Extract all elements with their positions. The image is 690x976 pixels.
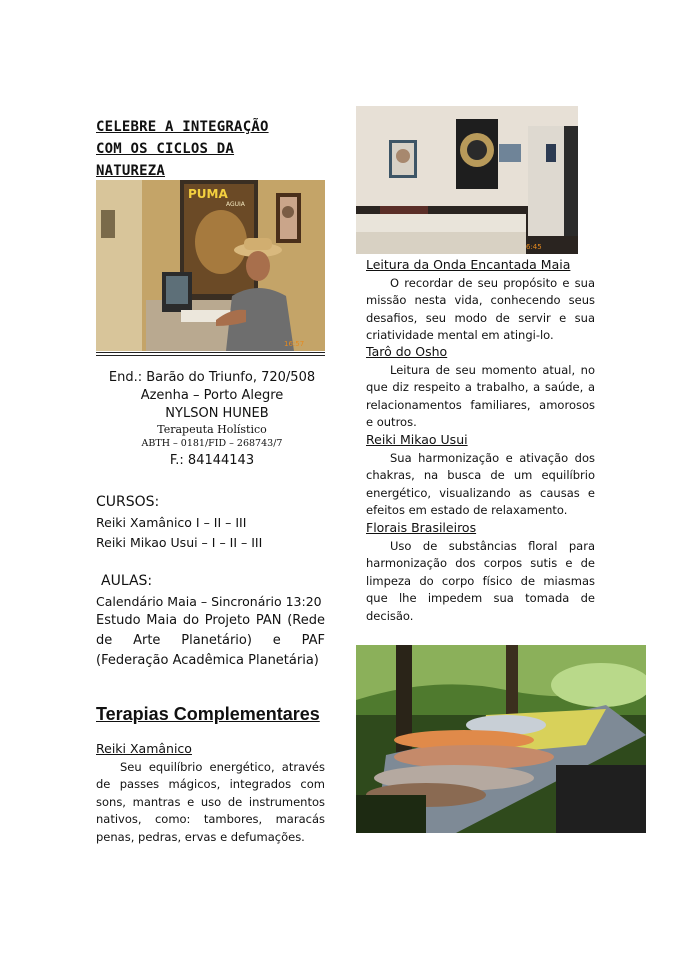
poster-text: PUMA [188,187,228,201]
address-line: End.: Barão do Triunfo, 720/508 [108,370,316,385]
therapy-text: Sua harmonização e ativação dos chakras, na busca de um equilíbrio energético, visualizando as causas e efeitos em estado de relaxamento. [366,451,595,518]
therapy-text: Seu equilíbrio energético, através de passes mágicos, integrados com sons, mantras e uso de instrumentos nativos, como: tambores, maracás penas, pedras, ervas e defumações. [96,760,325,844]
poster-subtext: AGUIA [226,201,245,208]
list-item: Reiki Xamânico I – II – III [96,515,247,530]
therapy-text: Leitura de seu momento atual, no que diz respeito a trabalho, a saúde, a relacionamentos familiares, amorosos e outros. [366,363,595,430]
therapy-title: Florais Brasileiros [366,520,477,535]
address-line: Azenha – Porto Alegre [140,388,284,403]
title-line: NATUREZA [96,163,166,179]
therapy-title: Reiki Xamânico [96,741,192,756]
address-block [96,369,328,470]
photo-timestamp: 6:45 [526,243,542,251]
therapy-title: Tarô do Osho [366,344,448,359]
therapy-text: Uso de substâncias floral para harmonização dos corpos sutis e de limpeza do corpo físico de miasmas que lhe impedem sua tomada de decisão. [366,539,595,623]
registration: ABTH – 0181/FID – 268743/7 [141,438,283,449]
therapy-title: Reiki Mikao Usui [366,432,468,447]
divider [96,355,325,356]
title-line: COM OS CICLOS DA [96,141,235,157]
therapist-name: NYLSON HUNEB [165,406,269,421]
page-title [96,116,326,182]
room-photo [356,106,578,254]
title-line: CELEBRE A INTEGRAÇÃO [96,119,269,135]
section-heading: Terapias Complementares [96,704,320,724]
therapy-text: O recordar de seu propósito e sua missão nesta vida, conhecendo seus desafios, seu modo de servir e sua criatividade mental em atingi-lo. [366,276,595,343]
aulas-heading: AULAS: [101,573,153,589]
cursos-list [96,513,262,553]
office-photo [96,180,325,351]
outdoor-photo [356,645,646,833]
therapist-role: Terapeuta Holístico [157,423,267,436]
therapy-title: Leitura da Onda Encantada Maia [366,257,571,272]
list-item: Reiki Mikao Usui – I – II – III [96,535,263,550]
cursos-heading: CURSOS: [96,494,160,510]
phone: F.: 84144143 [169,453,255,468]
divider [96,352,325,353]
aulas-text: Estudo Maia do Projeto PAN (Rede de Arte Planetário) e PAF (Federação Acadêmica Planetária) [96,613,325,668]
photo-timestamp: 16:57 [284,340,305,348]
aulas-line: Calendário Maia – Sincronário 13:20 [96,594,322,609]
